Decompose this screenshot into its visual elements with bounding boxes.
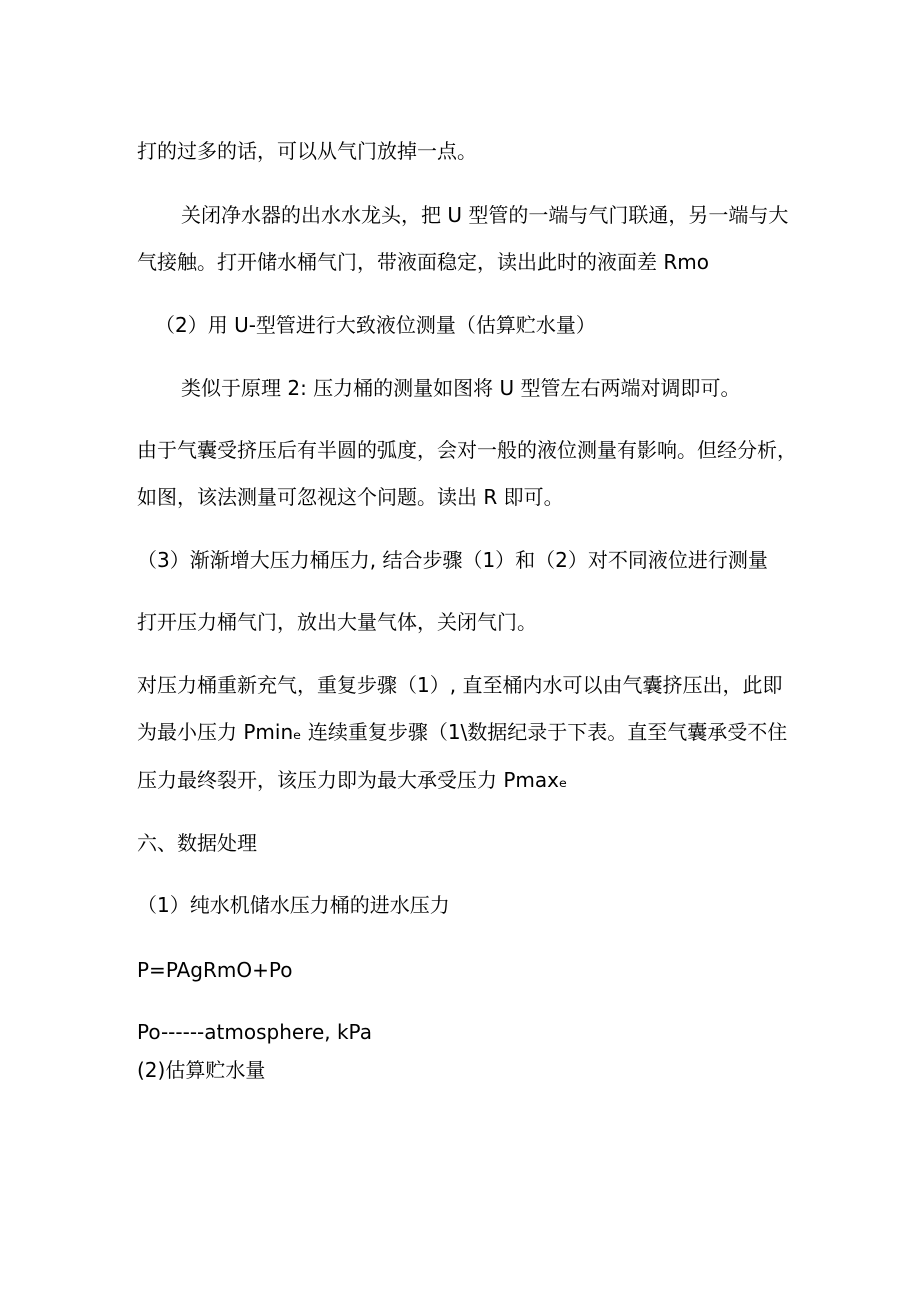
formula-line: P=PAgRmO+Po — [137, 958, 293, 982]
paragraph-line: 类似于原理 2: 压力桶的测量如图将 U 型管左右两端对调即可。 — [181, 376, 741, 400]
paragraph-line: 气接触。打开储水桶气门，带液面稳定，读出此时的液面差 Rmo — [137, 250, 709, 274]
subsection-heading: （1）纯水机储水压力桶的进水压力 — [137, 893, 450, 917]
paragraph-line: 压力最终裂开，该压力即为最大承受压力 Pmaxₑ — [137, 768, 568, 792]
section-heading: （3）渐渐增大压力桶压力, 结合步骤（1）和（2）对不同液位进行测量 — [137, 548, 768, 572]
section-heading: （2）用 U-型管进行大致液位测量（估算贮水量） — [155, 313, 596, 337]
paragraph-line: 为最小压力 Pminₑ 连续重复步骤（1\数据纪录于下表。直至气囊承受不住 — [137, 720, 788, 744]
paragraph-line: 如图，该法测量可忽视这个问题。读出 R 即可。 — [137, 485, 564, 509]
subsection-heading: (2)估算贮水量 — [137, 1058, 266, 1082]
section-heading: 六、数据处理 — [137, 831, 257, 855]
paragraph-line: 对压力桶重新充气，重复步骤（1）, 直至桶内水可以由气囊挤压出，此即 — [137, 673, 783, 697]
paragraph-line: 关闭净水器的出水水龙头，把 U 型管的一端与气门联通，另一端与大 — [181, 203, 789, 227]
formula-note: Po------atmosphere, kPa — [137, 1020, 372, 1044]
paragraph-line: 打开压力桶气门，放出大量气体，关闭气门。 — [137, 610, 537, 634]
paragraph-line: 由于气囊受挤压后有半圆的弧度，会对一般的液位测量有影响。但经分析， — [137, 438, 797, 462]
paragraph-line: 打的过多的话，可以从气门放掉一点。 — [137, 139, 477, 163]
